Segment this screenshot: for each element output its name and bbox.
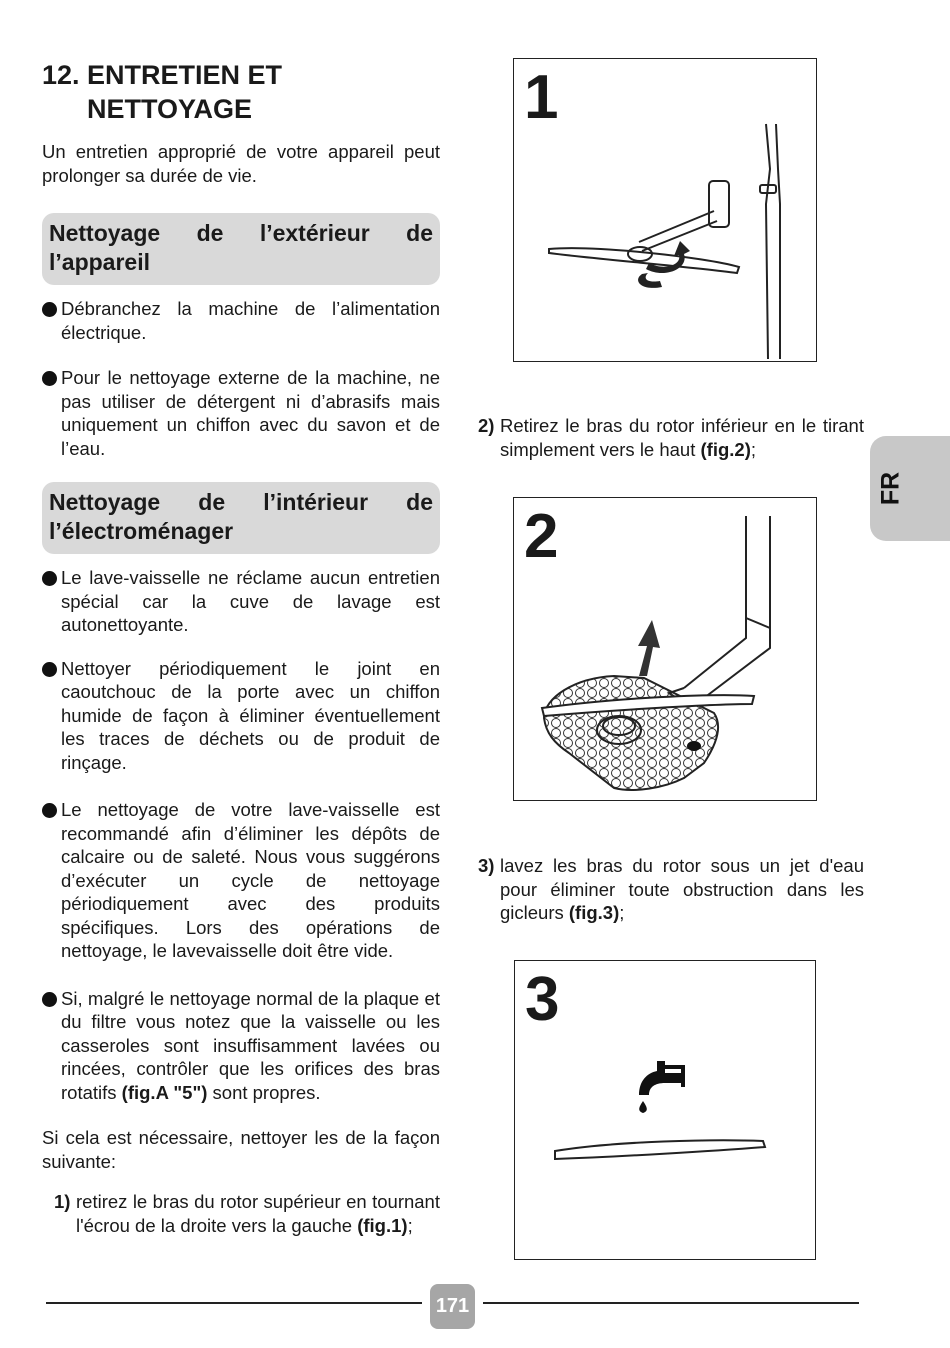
list-item: Débranchez la machine de l’alimentation électrique. <box>42 297 440 344</box>
faucet-icon <box>639 1061 685 1113</box>
heading-text: ENTRETIEN ET NETTOYAGE <box>87 60 283 124</box>
left-column <box>42 58 440 1237</box>
language-tab <box>870 436 950 541</box>
step-2: 2) Retirez le bras du rotor inférieur en le tirant simplement vers le haut (fig.2); <box>478 415 864 460</box>
bullet-icon <box>42 371 57 386</box>
interior-bullet-list <box>42 566 440 1104</box>
intro-paragraph: Un entretien approprié de votre appareil peut prolonger sa durée de vie. <box>42 141 440 186</box>
step-1: 1) retirez le bras du rotor supérieur en tournant l'écrou de la droite vers la gauche (fig.1); <box>54 1191 440 1236</box>
bullet-icon <box>42 302 57 317</box>
list-item: Si, malgré le nettoyage normal de la plaque et du filtre vous notez que la vaisselle ou les casseroles sont insuffisamment lavées ou rincées, contrôler que les orifices des bras rotatifs (fig.A "5") sont propres. <box>42 987 440 1105</box>
procedure-intro: Si cela est nécessaire, nettoyer les de la façon suivante: <box>42 1127 440 1172</box>
list-item: Le nettoyage de votre lave-vaisselle est recommandé afin d’éliminer les dépôts de calcaire ou de saleté. Nous vous suggérons d’exécuter un cycle de nettoyage périodiquement avec des produits spécifiques. Lors des opérations de nettoyage, le lavevaisselle doit être vide. <box>42 798 440 963</box>
list-item: Nettoyer périodiquement le joint en caoutchouc de la porte avec un chiffon humide de façon à éliminer éventuellement les traces de déchets ou de produit de rinçage. <box>42 657 440 775</box>
figure-2 <box>513 497 817 801</box>
step-3: 3) lavez les bras du rotor sous un jet d'eau pour éliminer toute obstruction dans les gicleurs (fig.3); <box>478 855 864 923</box>
rinsing-illustration <box>515 961 815 1259</box>
subheading-exterior: Nettoyage de l’extérieur de l’appareil <box>42 213 440 285</box>
upper-rotor-arm-illustration <box>514 59 816 361</box>
heading-number: 12. <box>42 60 80 90</box>
footer-rule-right <box>483 1302 859 1304</box>
bullet-icon <box>42 803 57 818</box>
figure-number: 3 <box>525 965 558 1034</box>
lower-rotor-arm-illustration <box>514 498 816 800</box>
language-label: FR <box>876 471 905 506</box>
bullet-icon <box>42 662 57 677</box>
section-heading <box>42 58 440 126</box>
figure-1 <box>513 58 817 362</box>
list-item: Le lave-vaisselle ne réclame aucun entretien spécial car la cuve de lavage est autonettoyante. <box>42 566 440 637</box>
figure-3 <box>514 960 816 1260</box>
exterior-bullet-list <box>42 297 440 460</box>
subheading-interior: Nettoyage de l’intérieur de l’électroménager <box>42 482 440 554</box>
bullet-icon <box>42 992 57 1007</box>
figure-number: 1 <box>524 63 557 132</box>
page-number: 171 <box>430 1284 475 1329</box>
bullet-icon <box>42 571 57 586</box>
list-item: Pour le nettoyage externe de la machine, ne pas utiliser de détergent ni d’abrasifs mais uniquement un chiffon avec du savon et de l’eau. <box>42 366 440 460</box>
figure-number: 2 <box>524 502 557 571</box>
footer-rule-left <box>46 1302 422 1304</box>
